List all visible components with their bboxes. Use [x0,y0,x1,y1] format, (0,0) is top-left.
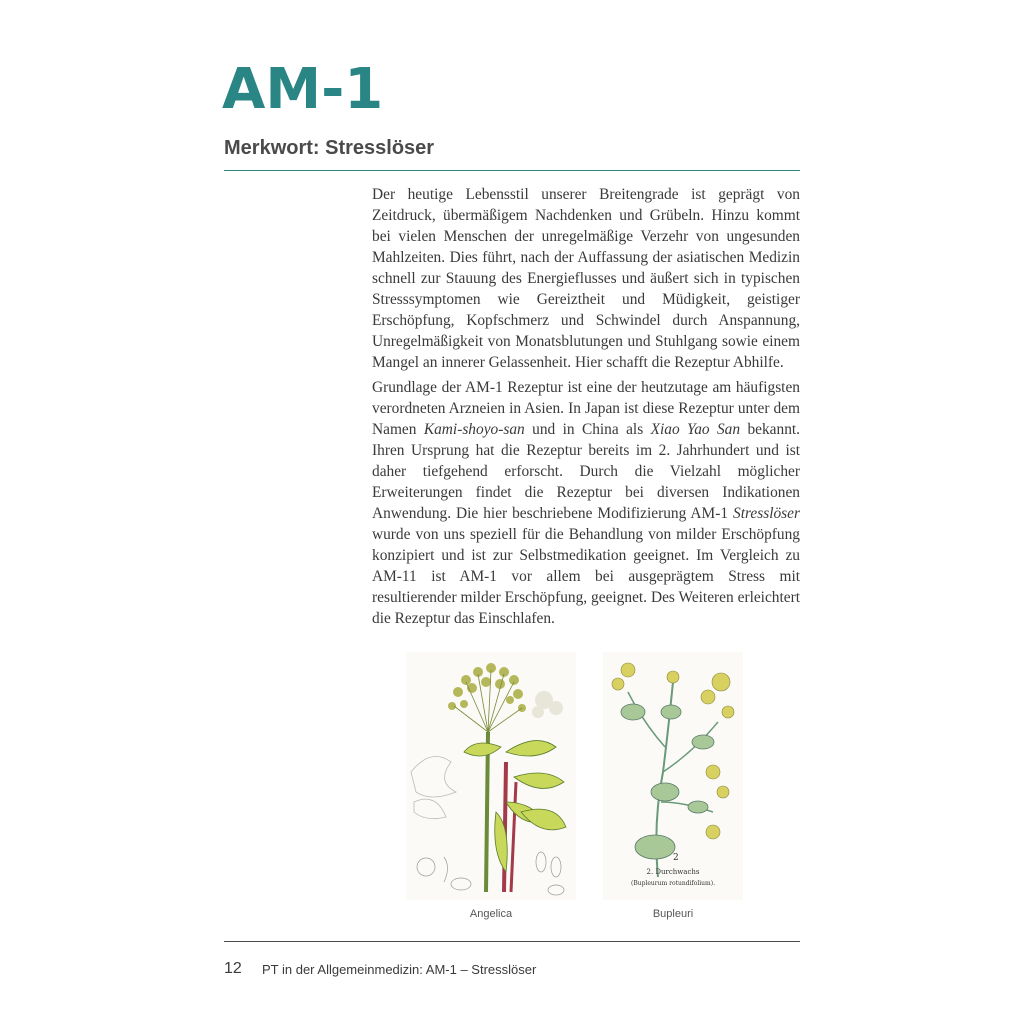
paragraph-1: Der heutige Lebensstil unserer Breitengrade ist geprägt von Zeitdruck, übermäßigem Nachdenken und Grübeln. Hinzu kommt bei vielen Menschen der unregelmäßige Verzehr von ungesunden Mahlzeiten. Dies führt, nach der Auffassung der asiatischen Medizin schnell zur Stauung des Energieflusses und äußert sich in typischen Stresssymptomen wie Gereiztheit und Müdigkeit, geistiger Erschöpfung, Kopfschmerz und Schwindel durch Anspannung, Unregelmäßigkeit von Monatsblutungen und Stuhlgang sowie einem Mangel an innerer Gelassenheit. Hier schafft die Rezeptur Abhilfe. [372,186,800,371]
svg-text:2: 2 [673,853,679,863]
running-title: PT in der Allgemeinmedizin: AM-1 – Stresslöser [262,962,537,977]
angelica-illustration [406,652,576,900]
footer-divider [224,941,800,942]
figure-angelica [406,652,576,920]
paragraph-2: Grundlage der AM-1 Rezeptur ist eine der heutzutage am häufigsten verordneten Arzneien in Asien. In Japan ist diese Rezeptur unter dem Namen Kami-shoyo-san und in China als Xiao Yao San bekannt. Ihren Ursprung hat die Rezeptur bereits im 2. Jahrhundert und ist daher tiefgehend erforscht. Durch die Vielzahl möglicher Erweiterungen findet die Rezeptur bei diversen Indikationen Anwendung. Die hier beschriebene Modifizierung AM-1 Stresslöser wurde von uns speziell für die Behandlung von milder Erschöpfung konzipiert und ist zur Selbstmedikation geeignet. Im Vergleich zu AM-11 ist AM-1 vor allem bei ausgeprägtem Stress mit resultierender milder Erschöpfung, geeignet. Des Weiteren erleichtert die Rezeptur das Einschlafen. [372,379,801,627]
header-divider [224,170,800,171]
caption-bupleuri: Bupleuri [652,908,694,920]
plate-label-latin: (Bupleurum rotundifolium). [631,880,715,887]
page-subtitle: Merkwort: Stresslöser [224,137,435,159]
bupleuri-illustration [603,652,743,900]
page-number: 12 [224,960,242,977]
page-title: AM-1 [222,57,384,122]
caption-angelica: Angelica [469,908,513,920]
body-text [372,184,800,633]
plate-label-name: 2. Durchwachs [646,868,700,876]
figure-bupleuri [603,652,743,920]
